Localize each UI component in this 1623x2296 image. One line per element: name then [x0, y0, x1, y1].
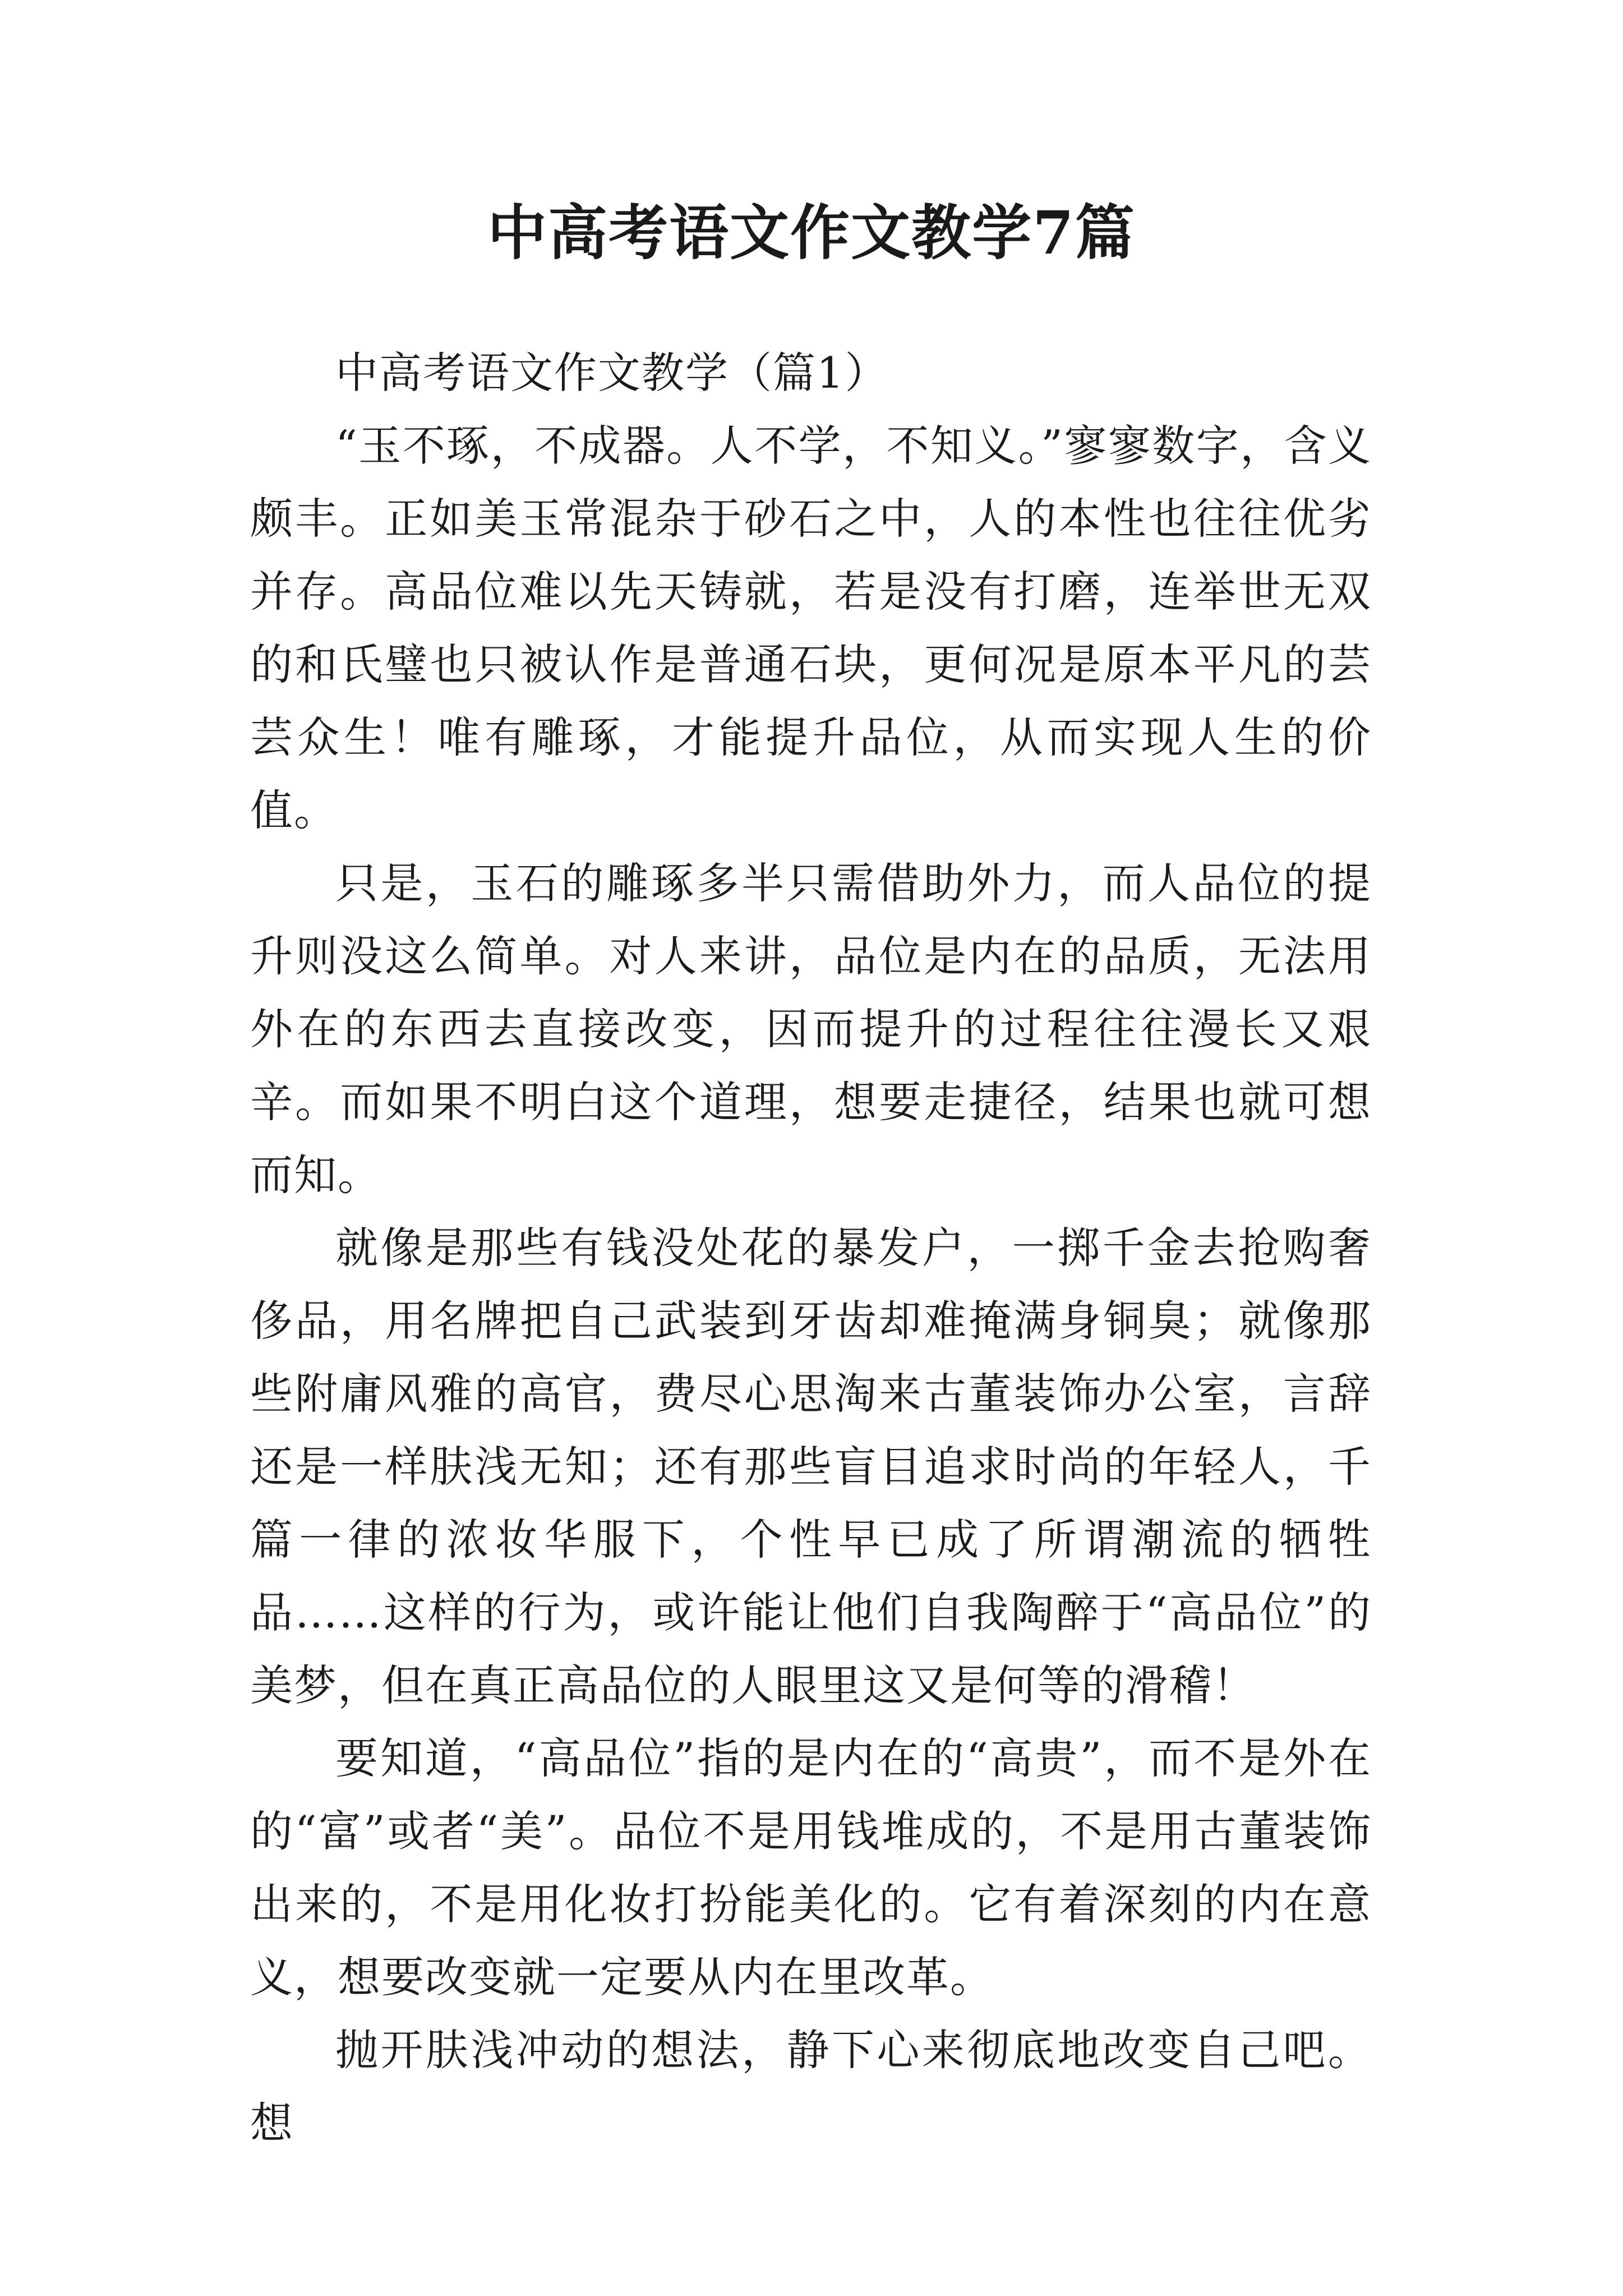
paragraph: 抛开肤浅冲动的想法，静下心来彻底地改变自己吧。想 — [250, 2025, 1372, 2148]
section-heading: 中高考语文作文教学（篇1） — [335, 348, 889, 398]
paragraph: “玉不琢，不成器。人不学，不知义。”寥寥数字，含义颇丰。正如美玉常混杂于砂石之中，人的本性也往往优劣并存。高品位难以先天铸就，若是没有打磨，连举世无双的和氏璧也只被认作是普通石块，更何况是原本平凡的芸芸众生！唯有雕琢，才能提升品位，从而实现人生的价值。 — [250, 421, 1372, 835]
document-title: 中高考语文作文教学7篇 — [487, 197, 1136, 268]
paragraph: 要知道，“高品位”指的是内在的“高贵”，而不是外在的“富”或者“美”。品位不是用钱堆成的，不是用古董装饰出来的，不是用化妆打扮能美化的。它有着深刻的内在意义，想要改变就一定要从内在里改革。 — [250, 1733, 1372, 2002]
paragraph: 就像是那些有钱没处花的暴发户，一掷千金去抢购奢侈品，用名牌把自己武装到牙齿却难掩满身铜臭；就像那些附庸风雅的高官，费尽心思淘来古董装饰办公室，言辞还是一样肤浅无知；还有那些盲目追求时尚的年轻人，千篇一律的浓妆华服下，个性早已成了所谓潮流的牺牲品……这样的行为，或许能让他们自我陶醉于“高品位”的美梦，但在真正高品位的人眼里这又是何等的滑稽！ — [250, 1223, 1372, 1710]
paragraph: 只是，玉石的雕琢多半只需借助外力，而人品位的提升则没这么简单。对人来讲，品位是内在的品质，无法用外在的东西去直接改变，因而提升的过程往往漫长又艰辛。而如果不明白这个道理，想要走捷径，结果也就可想而知。 — [250, 858, 1372, 1200]
document-body — [250, 337, 1372, 2160]
